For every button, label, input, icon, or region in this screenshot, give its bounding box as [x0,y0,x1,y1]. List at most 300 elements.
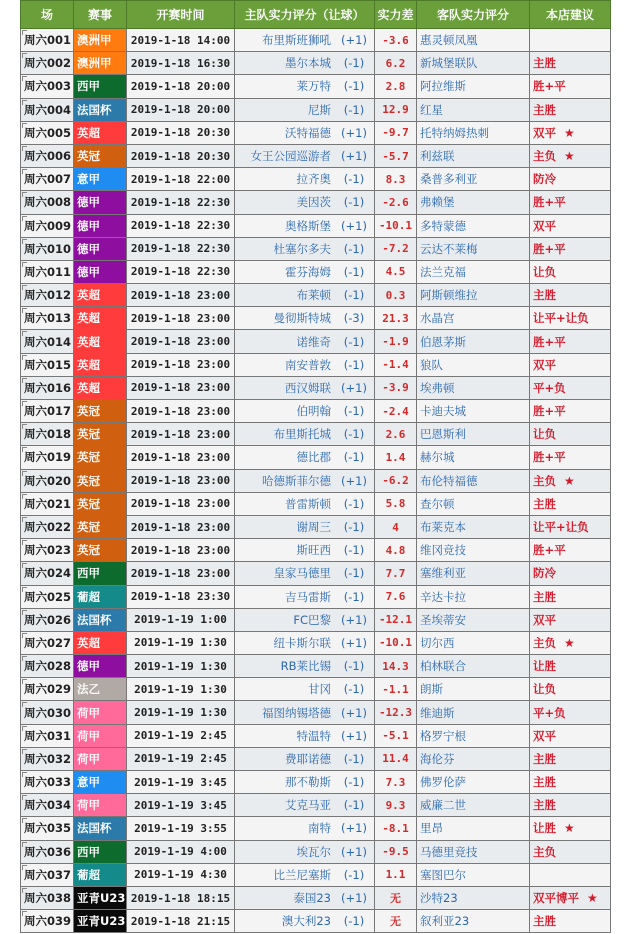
handicap: (-1) [343,659,365,674]
suggestion: 胜+平 [533,241,566,256]
suggestion: 让负 [533,682,556,697]
rating-diff: -10.1 [375,214,417,237]
kickoff-time: 2019-1-18 22:30 [127,260,235,283]
rating-diff: 4.8 [375,539,417,562]
kickoff-time: 2019-1-18 22:00 [127,168,235,191]
home-team-cell [235,562,375,585]
kickoff-time: 2019-1-19 4:00 [127,840,235,863]
handicap: (-1) [343,102,365,117]
rating-diff: -5.7 [375,144,417,167]
home-team: 埃瓦尔 [296,844,331,859]
home-team: RB莱比锡 [280,659,331,674]
suggestion: 胜+平 [533,543,566,558]
handicap: (-1) [343,79,365,94]
league-badge: 英冠 [74,469,127,492]
rating-diff: -1.4 [375,353,417,376]
suggestion-cell [530,446,611,469]
kickoff-time: 2019-1-18 22:30 [127,214,235,237]
handicap: (-1) [343,566,365,581]
table-row [21,678,611,701]
handicap: (-1) [343,427,365,442]
home-team-cell [235,655,375,678]
kickoff-time: 2019-1-18 23:00 [127,330,235,353]
suggestion-cell [530,237,611,260]
rating-diff: -2.6 [375,191,417,214]
table-row [21,631,611,654]
match-id: 周六034 [21,794,74,817]
rating-diff: 14.3 [375,655,417,678]
handicap: (+1) [341,149,367,164]
away-team: 布莱克本 [417,515,530,538]
suggestion-cell [530,724,611,747]
rating-diff: 4.5 [375,260,417,283]
rating-diff: 2.8 [375,75,417,98]
away-team: 新城堡联队 [417,52,530,75]
home-team: 普雷斯顿 [285,496,331,511]
home-team-cell [235,330,375,353]
suggestion-cell [530,771,611,794]
rating-diff: -3.9 [375,376,417,399]
kickoff-time: 2019-1-18 23:00 [127,400,235,423]
home-team: 斯旺西 [296,543,331,558]
match-id: 周六006 [21,144,74,167]
away-team: 柏林联合 [417,655,530,678]
home-team: 墨尔本城 [285,56,331,71]
suggestion-cell [530,376,611,399]
table-row [21,446,611,469]
table-row [21,539,611,562]
table-row [21,29,611,52]
kickoff-time: 2019-1-19 1:30 [127,678,235,701]
away-team: 塞维利亚 [417,562,530,585]
home-team: 奥格斯堡 [285,218,331,233]
home-team-cell [235,469,375,492]
match-id: 周六033 [21,771,74,794]
table-row [21,562,611,585]
suggestion: 胜+平 [533,195,566,210]
away-team: 阿斯顿维拉 [417,284,530,307]
match-id: 周六019 [21,446,74,469]
home-team: 艾克马亚 [285,798,331,813]
match-id: 周六030 [21,701,74,724]
away-team: 布伦特福德 [417,469,530,492]
league-badge: 英冠 [74,446,127,469]
handicap: (+1) [341,635,367,650]
league-badge: 英冠 [74,539,127,562]
suggestion-cell [530,515,611,538]
suggestion-cell [530,817,611,840]
suggestion-cell [530,701,611,724]
suggestion-cell [530,678,611,701]
away-team: 圣埃蒂安 [417,608,530,631]
league-badge: 西甲 [74,840,127,863]
away-team: 叙利亚23 [417,910,530,933]
league-badge: 英超 [74,631,127,654]
suggestion-cell [530,29,611,52]
away-team: 巴恩斯利 [417,423,530,446]
home-team-cell [235,631,375,654]
away-team: 云达不莱梅 [417,237,530,260]
league-badge: 德甲 [74,237,127,260]
home-team: 特温特 [296,728,331,743]
away-team: 水晶宫 [417,307,530,330]
header-home-rating: 主队实力评分（让球） [235,1,375,29]
suggestion: 防冷 [533,566,556,581]
suggestion-cell [530,168,611,191]
suggestion-cell [530,794,611,817]
kickoff-time: 2019-1-18 14:00 [127,29,235,52]
rating-diff: -12.3 [375,701,417,724]
rating-diff: 12.9 [375,98,417,121]
table-row [21,214,611,237]
handicap: (+1) [341,891,367,906]
suggestion: 主负 [533,635,556,650]
home-team-cell [235,794,375,817]
rating-diff: 9.3 [375,794,417,817]
away-team: 狼队 [417,353,530,376]
match-id: 周六012 [21,284,74,307]
rating-diff: 7.3 [375,771,417,794]
table-row [21,794,611,817]
home-team-cell [235,585,375,608]
kickoff-time: 2019-1-18 22:30 [127,191,235,214]
match-id: 周六020 [21,469,74,492]
rating-diff: -1.1 [375,678,417,701]
handicap: (-1) [343,775,365,790]
away-team: 威廉二世 [417,794,530,817]
header-league: 赛事 [74,1,127,29]
table-row [21,863,611,886]
home-team-cell [235,144,375,167]
match-id: 周六008 [21,191,74,214]
league-badge: 荷甲 [74,701,127,724]
home-team: 西汉姆联 [285,380,331,395]
table-header-row [21,1,611,29]
suggestion: 主胜 [533,751,556,766]
match-id: 周六007 [21,168,74,191]
handicap: (-1) [343,867,365,882]
away-team: 格罗宁根 [417,724,530,747]
league-badge: 葡超 [74,585,127,608]
home-team: 甘冈 [308,682,331,697]
handicap: (-1) [343,288,365,303]
suggestion: 双平 [533,357,556,372]
home-team-cell [235,121,375,144]
table-row [21,910,611,933]
match-id: 周六009 [21,214,74,237]
home-team-cell [235,52,375,75]
rating-diff: -9.7 [375,121,417,144]
handicap: (-1) [343,520,365,535]
handicap: (-1) [343,543,365,558]
match-id: 周六018 [21,423,74,446]
league-badge: 荷甲 [74,747,127,770]
suggestion: 胜+平 [533,450,566,465]
home-team: 纽卡斯尔联 [273,635,331,650]
suggestion-cell [530,562,611,585]
league-badge: 法乙 [74,678,127,701]
home-team: 谢周三 [296,520,331,535]
handicap: (-1) [343,751,365,766]
table-row [21,747,611,770]
kickoff-time: 2019-1-18 23:00 [127,307,235,330]
home-team: 比兰尼塞斯 [273,867,331,882]
away-team: 阿拉维斯 [417,75,530,98]
suggestion: 胜+平 [533,404,566,419]
suggestion-cell [530,631,611,654]
kickoff-time: 2019-1-18 16:30 [127,52,235,75]
suggestion-cell [530,608,611,631]
suggestion: 让负 [533,427,556,442]
home-team: 伯明翰 [296,404,331,419]
home-team-cell [235,539,375,562]
kickoff-time: 2019-1-19 1:00 [127,608,235,631]
kickoff-time: 2019-1-18 23:00 [127,446,235,469]
handicap: (-1) [343,264,365,279]
kickoff-time: 2019-1-19 3:55 [127,817,235,840]
kickoff-time: 2019-1-19 3:45 [127,771,235,794]
match-id: 周六014 [21,330,74,353]
star-icon: ★ [564,635,575,650]
league-badge: 法国杯 [74,608,127,631]
home-team: 曼彻斯特城 [273,311,331,326]
rating-diff: 8.3 [375,168,417,191]
handicap: (-1) [343,798,365,813]
home-team-cell [235,724,375,747]
suggestion-cell [530,863,611,886]
away-team: 弗赖堡 [417,191,530,214]
suggestion-cell [530,330,611,353]
match-id: 周六038 [21,886,74,909]
suggestion: 双平 [533,728,556,743]
suggestion-cell [530,191,611,214]
rating-diff: -12.1 [375,608,417,631]
away-team: 沙特23 [417,886,530,909]
table-row [21,237,611,260]
away-team: 查尔顿 [417,492,530,515]
home-team: 费耶诺德 [285,751,331,766]
suggestion: 让平+让负 [533,311,589,326]
rating-diff: 1.4 [375,446,417,469]
home-team-cell [235,492,375,515]
kickoff-time: 2019-1-19 1:30 [127,631,235,654]
match-id: 周六028 [21,655,74,678]
home-team-cell [235,376,375,399]
away-team: 惠灵顿凤凰 [417,29,530,52]
home-team-cell [235,400,375,423]
kickoff-time: 2019-1-18 23:00 [127,376,235,399]
home-team: 布里斯托城 [273,427,331,442]
match-id: 周六026 [21,608,74,631]
kickoff-time: 2019-1-18 18:15 [127,886,235,909]
home-team-cell [235,237,375,260]
away-team: 佛罗伦萨 [417,771,530,794]
home-team: 哈德斯菲尔德 [262,473,331,488]
home-team-cell [235,840,375,863]
match-id: 周六035 [21,817,74,840]
handicap: (-1) [343,682,365,697]
handicap: (+1) [341,728,367,743]
kickoff-time: 2019-1-18 23:00 [127,469,235,492]
table-row [21,75,611,98]
kickoff-time: 2019-1-19 2:45 [127,724,235,747]
home-team-cell [235,353,375,376]
table-row [21,284,611,307]
home-team: 莱万特 [296,79,331,94]
table-row [21,886,611,909]
home-team-cell [235,910,375,933]
suggestion: 主胜 [533,56,556,71]
league-badge: 荷甲 [74,794,127,817]
suggestion-cell [530,144,611,167]
suggestion-cell [530,260,611,283]
suggestion: 主负 [533,844,556,859]
handicap: (+1) [341,612,367,627]
league-badge: 英冠 [74,423,127,446]
suggestion: 主胜 [533,914,556,929]
league-badge: 亚青U23 [74,910,127,933]
away-team: 红星 [417,98,530,121]
suggestion: 让胜 [533,659,556,674]
handicap: (-1) [343,172,365,187]
suggestion-cell [530,214,611,237]
kickoff-time: 2019-1-19 2:45 [127,747,235,770]
table-row [21,771,611,794]
league-badge: 法国杯 [74,98,127,121]
kickoff-time: 2019-1-19 1:30 [127,701,235,724]
table-row [21,307,611,330]
suggestion: 防冷 [533,172,556,187]
suggestion: 主负 [533,473,556,488]
table-body [21,29,611,933]
rating-diff: -2.4 [375,400,417,423]
league-badge: 英超 [74,376,127,399]
suggestion: 双平 [533,125,556,140]
home-team-cell [235,214,375,237]
match-id: 周六001 [21,29,74,52]
match-id: 周六022 [21,515,74,538]
table-row [21,52,611,75]
match-id: 周六021 [21,492,74,515]
suggestion-cell [530,840,611,863]
match-id: 周六025 [21,585,74,608]
table-row [21,376,611,399]
rating-diff: 无 [375,886,417,909]
star-icon: ★ [587,891,598,906]
suggestion: 平+负 [533,380,566,395]
league-badge: 英冠 [74,144,127,167]
rating-diff: 无 [375,910,417,933]
rating-diff: -6.2 [375,469,417,492]
rating-diff: -5.1 [375,724,417,747]
suggestion-cell [530,121,611,144]
suggestion: 双平博平 [533,891,579,906]
match-id: 周六023 [21,539,74,562]
header-away-rating: 客队实力评分 [417,1,530,29]
rating-diff: -10.1 [375,631,417,654]
kickoff-time: 2019-1-18 20:00 [127,75,235,98]
suggestion-cell [530,284,611,307]
home-team: 布莱顿 [296,288,331,303]
table-row [21,330,611,353]
league-badge: 意甲 [74,168,127,191]
away-team: 辛达卡拉 [417,585,530,608]
table-row [21,121,611,144]
rating-diff: -3.6 [375,29,417,52]
away-team: 海伦芬 [417,747,530,770]
suggestion: 主胜 [533,102,556,117]
handicap: (+1) [341,473,367,488]
suggestion: 双平 [533,612,556,627]
table-row [21,817,611,840]
kickoff-time: 2019-1-18 23:00 [127,284,235,307]
kickoff-time: 2019-1-18 23:30 [127,585,235,608]
away-team: 维迪斯 [417,701,530,724]
home-team-cell [235,191,375,214]
suggestion-cell [530,886,611,909]
rating-diff: -7.2 [375,237,417,260]
suggestion: 胜+平 [533,79,566,94]
league-badge: 澳洲甲 [74,29,127,52]
kickoff-time: 2019-1-18 23:00 [127,353,235,376]
handicap: (-1) [343,496,365,511]
handicap: (-1) [343,589,365,604]
table-row [21,144,611,167]
league-badge: 英超 [74,307,127,330]
home-team: 杜塞尔多夫 [273,241,331,256]
handicap: (-1) [343,450,365,465]
suggestion: 主胜 [533,775,556,790]
match-id: 周六032 [21,747,74,770]
handicap: (-1) [343,404,365,419]
home-team: 那不勒斯 [285,775,331,790]
suggestion: 让胜 [533,821,556,836]
table-row [21,724,611,747]
league-badge: 英超 [74,330,127,353]
table-row [21,168,611,191]
kickoff-time: 2019-1-19 1:30 [127,655,235,678]
suggestion-cell [530,75,611,98]
league-badge: 德甲 [74,655,127,678]
table-row [21,492,611,515]
match-id: 周六029 [21,678,74,701]
suggestion-cell [530,492,611,515]
match-id: 周六011 [21,260,74,283]
suggestion: 双平 [533,218,556,233]
handicap: (+1) [341,218,367,233]
suggestion: 主胜 [533,288,556,303]
star-icon: ★ [564,821,575,836]
league-badge: 亚青U23 [74,886,127,909]
rating-diff: 7.6 [375,585,417,608]
away-team: 卡迪夫城 [417,400,530,423]
away-team: 朗斯 [417,678,530,701]
table-row [21,423,611,446]
suggestion-cell [530,910,611,933]
kickoff-time: 2019-1-18 23:00 [127,562,235,585]
suggestion-cell [530,52,611,75]
away-team: 马德里竞技 [417,840,530,863]
home-team: 吉马雷斯 [285,589,331,604]
match-id: 周六037 [21,863,74,886]
handicap: (-1) [343,334,365,349]
table-row [21,655,611,678]
rating-diff: 1.1 [375,863,417,886]
home-team: 福图纳锡塔德 [262,705,331,720]
away-team: 多特蒙德 [417,214,530,237]
home-team: 南特 [308,821,331,836]
match-id: 周六013 [21,307,74,330]
